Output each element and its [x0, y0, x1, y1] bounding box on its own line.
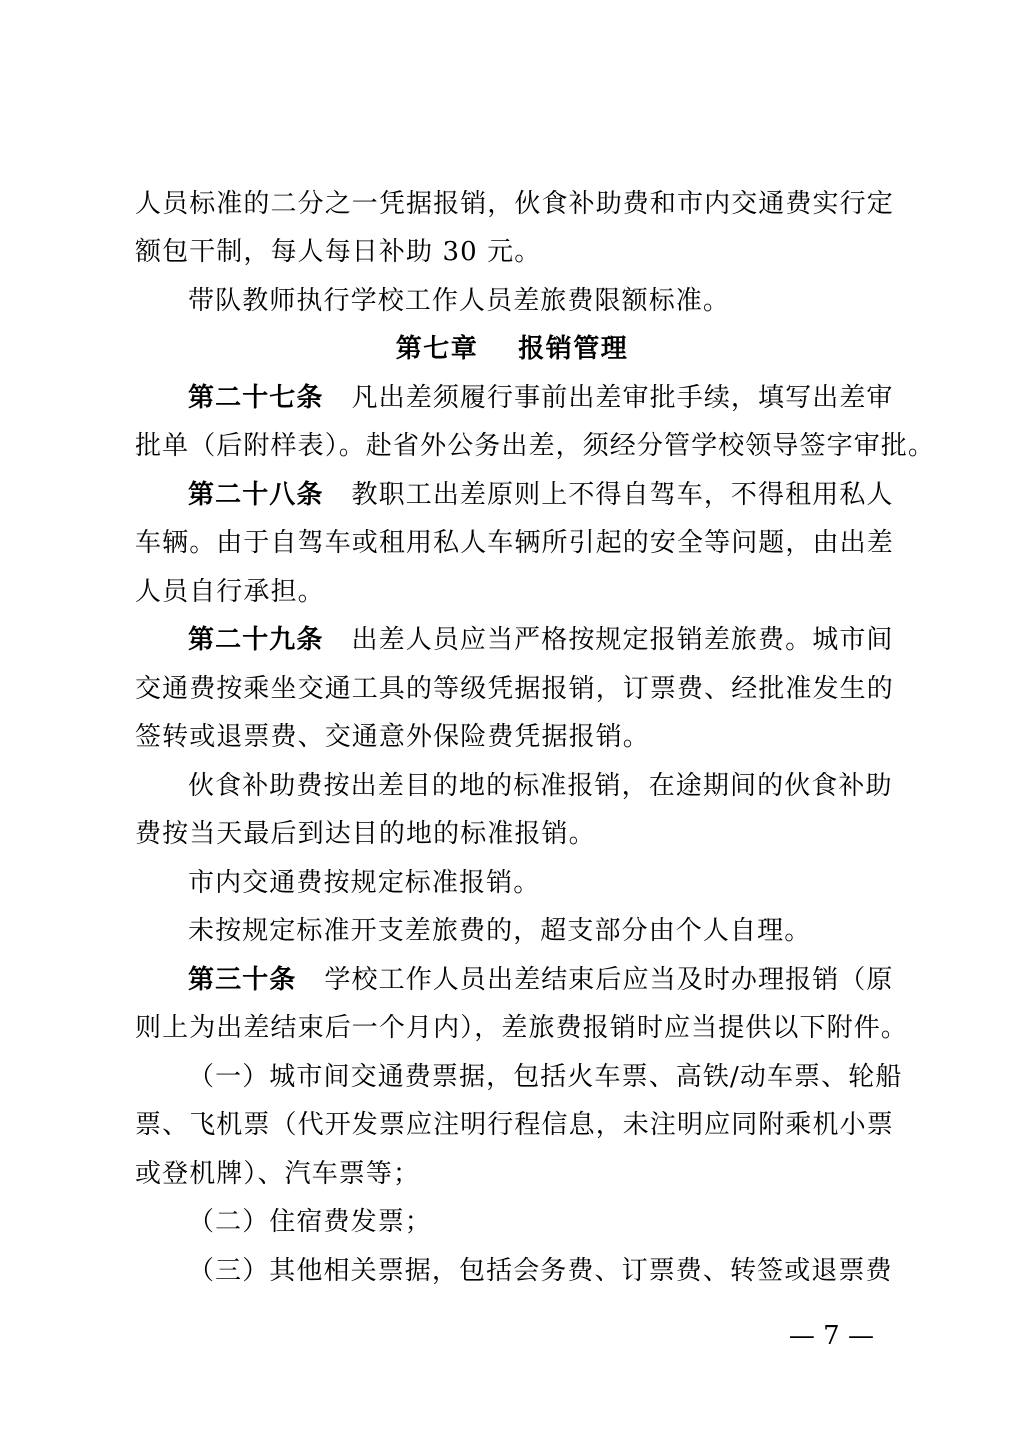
paragraph-line: 市内交通费按规定标准报销。 [188, 868, 541, 898]
list-item-line: （三）其他相关票据，包括会务费、订票费、转签或退票费 [188, 1256, 893, 1286]
list-item-line: （二）住宿费发票； [188, 1207, 432, 1237]
paragraph-line: 人员标准的二分之一凭据报销，伙食补助费和市内交通费实行定 [135, 189, 894, 219]
paragraph-line: 额包干制，每人每日补助 30 元。 [135, 237, 542, 267]
chapter-number: 第七章 [395, 334, 479, 364]
paragraph-line: 未按规定标准开支差旅费的，超支部分由个人自理。 [188, 916, 812, 946]
article-text: 出差人员应当严格按规定报销差旅费。城市间 [351, 625, 894, 655]
paragraph-line: 则上为出差结束后一个月内），差旅费报销时应当提供以下附件。 [135, 1013, 908, 1043]
article-text: 凡出差须履行事前出差审批手续，填写出差审 [351, 383, 894, 413]
paragraph-line: 带队教师执行学校工作人员差旅费限额标准。 [188, 286, 731, 316]
article-30-line-1 [188, 960, 948, 1000]
article-number: 第二十八条 [188, 480, 324, 510]
paragraph-line: 人员自行承担。 [135, 577, 325, 607]
chapter-heading [0, 329, 1024, 369]
paragraph-line: 费按当天最后到达目的地的标准报销。 [135, 819, 596, 849]
paragraph-line: 伙食补助费按出差目的地的标准报销，在途期间的伙食补助 [188, 771, 893, 801]
paragraph-line: 交通费按乘坐交通工具的等级凭据报销，订票费、经批准发生的 [135, 674, 894, 704]
paragraph-line: 签转或退票费、交通意外保险费凭据报销。 [135, 722, 650, 752]
page-number: — 7 — [788, 1321, 874, 1351]
paragraph-line: 批单（后附样表）。赴省外公务出差，须经分管学校领导签字审批。 [135, 431, 936, 461]
article-29-line-1 [188, 620, 948, 660]
article-number: 第二十七条 [188, 383, 324, 413]
article-number: 第三十条 [188, 965, 297, 995]
list-item-line: （一）城市间交通费票据，包括火车票、高铁/动车票、轮船 [188, 1062, 903, 1092]
list-item-line: 票、飞机票（代开发票应注明行程信息，未注明应同附乘机小票 [135, 1110, 894, 1140]
list-item-line: 或登机牌）、汽车票等； [135, 1159, 421, 1189]
article-number: 第二十九条 [188, 625, 324, 655]
article-27-line-1 [188, 378, 948, 418]
article-28-line-1 [188, 475, 948, 515]
paragraph-line: 车辆。由于自驾车或租用私人车辆所引起的安全等问题，由出差 [135, 528, 894, 558]
chapter-title: 报销管理 [518, 334, 629, 364]
article-text: 教职工出差原则上不得自驾车，不得租用私人 [351, 480, 894, 510]
article-text: 学校工作人员出差结束后应当及时办理报销（原 [324, 965, 894, 995]
